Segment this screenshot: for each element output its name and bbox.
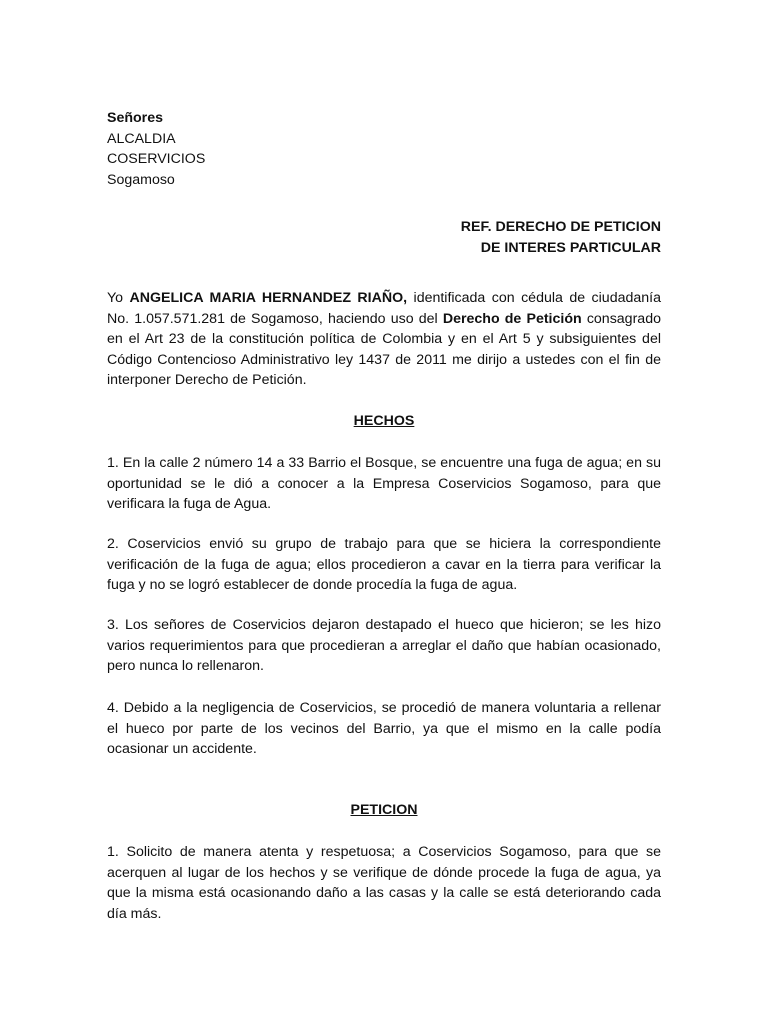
hechos-item-2: 2. Coservicios envió su grupo de trabajo para que se hiciera la correspondiente verificación de la fuga de agua; ellos procedieron a cavar en la tierra para verificar la fuga y no se logró establecer de donde procedía la fuga de agua. <box>107 536 661 594</box>
recipient-line-3: Sogamoso <box>107 171 175 188</box>
intro-text-2: identificada con cédula de ciudadanía No. 1.057.571.281 de Sogamoso, haciendo uso del <box>107 290 661 327</box>
recipient-salutation: Señores <box>107 110 163 126</box>
intro-text-1: Yo <box>107 290 130 306</box>
peticion-heading: PETICION <box>350 802 418 818</box>
reference-block <box>107 217 661 258</box>
intro-paragraph <box>107 288 661 391</box>
hechos-heading: HECHOS <box>353 413 415 429</box>
right-term: Derecho de Petición <box>442 310 582 327</box>
hechos-item-1: 1. En la calle 2 número 14 a 33 Barrio el Bosque, se encuentre una fuga de agua; en su oportunidad se le dió a conocer a la Empresa Coservicios Sogamoso, para que verificara la fuga de Agua. <box>107 455 661 513</box>
intro-text-3: consagrado en el Art 23 de la constitución política de Colombia y en el Art 5 y subsiguientes del Código Contencioso Administrativo ley 1437 de 2011 me dirijo a ustedes con el fin de interponer Derecho de Petición. <box>107 310 661 389</box>
recipient-line-2: COSERVICIOS <box>107 151 206 168</box>
peticion-item-1: 1. Solicito de manera atenta y respetuosa; a Coservicios Sogamoso, para que se acerquen al lugar de los hechos y se verifique de dónde procede la fuga de agua, ya que la misma está ocasionando daño a las casas y la calle se está deteriorando cada día más. <box>107 844 661 922</box>
hechos-item-3: 3. Los señores de Coservicios dejaron destapado el hueco que hicieron; se les hizo varios requerimientos para que procedieran a arreglar el daño que habían ocasionado, pero nunca lo rellenaron. <box>107 617 661 675</box>
petitioner-name: ANGELICA MARIA HERNANDEZ RIAÑO, <box>129 290 408 306</box>
recipient-block <box>107 108 661 190</box>
hechos-item-4: 4. Debido a la negligencia de Coservicios, se procedió de manera voluntaria a rellenar el hueco por parte de los vecinos del Barrio, ya que el mismo en la calle podía ocasionar un accidente. <box>107 700 661 758</box>
recipient-line-1: ALCALDIA <box>107 130 176 147</box>
reference-line-1: REF. DERECHO DE PETICION <box>460 219 661 235</box>
reference-line-2: DE INTERES PARTICULAR <box>480 239 661 256</box>
